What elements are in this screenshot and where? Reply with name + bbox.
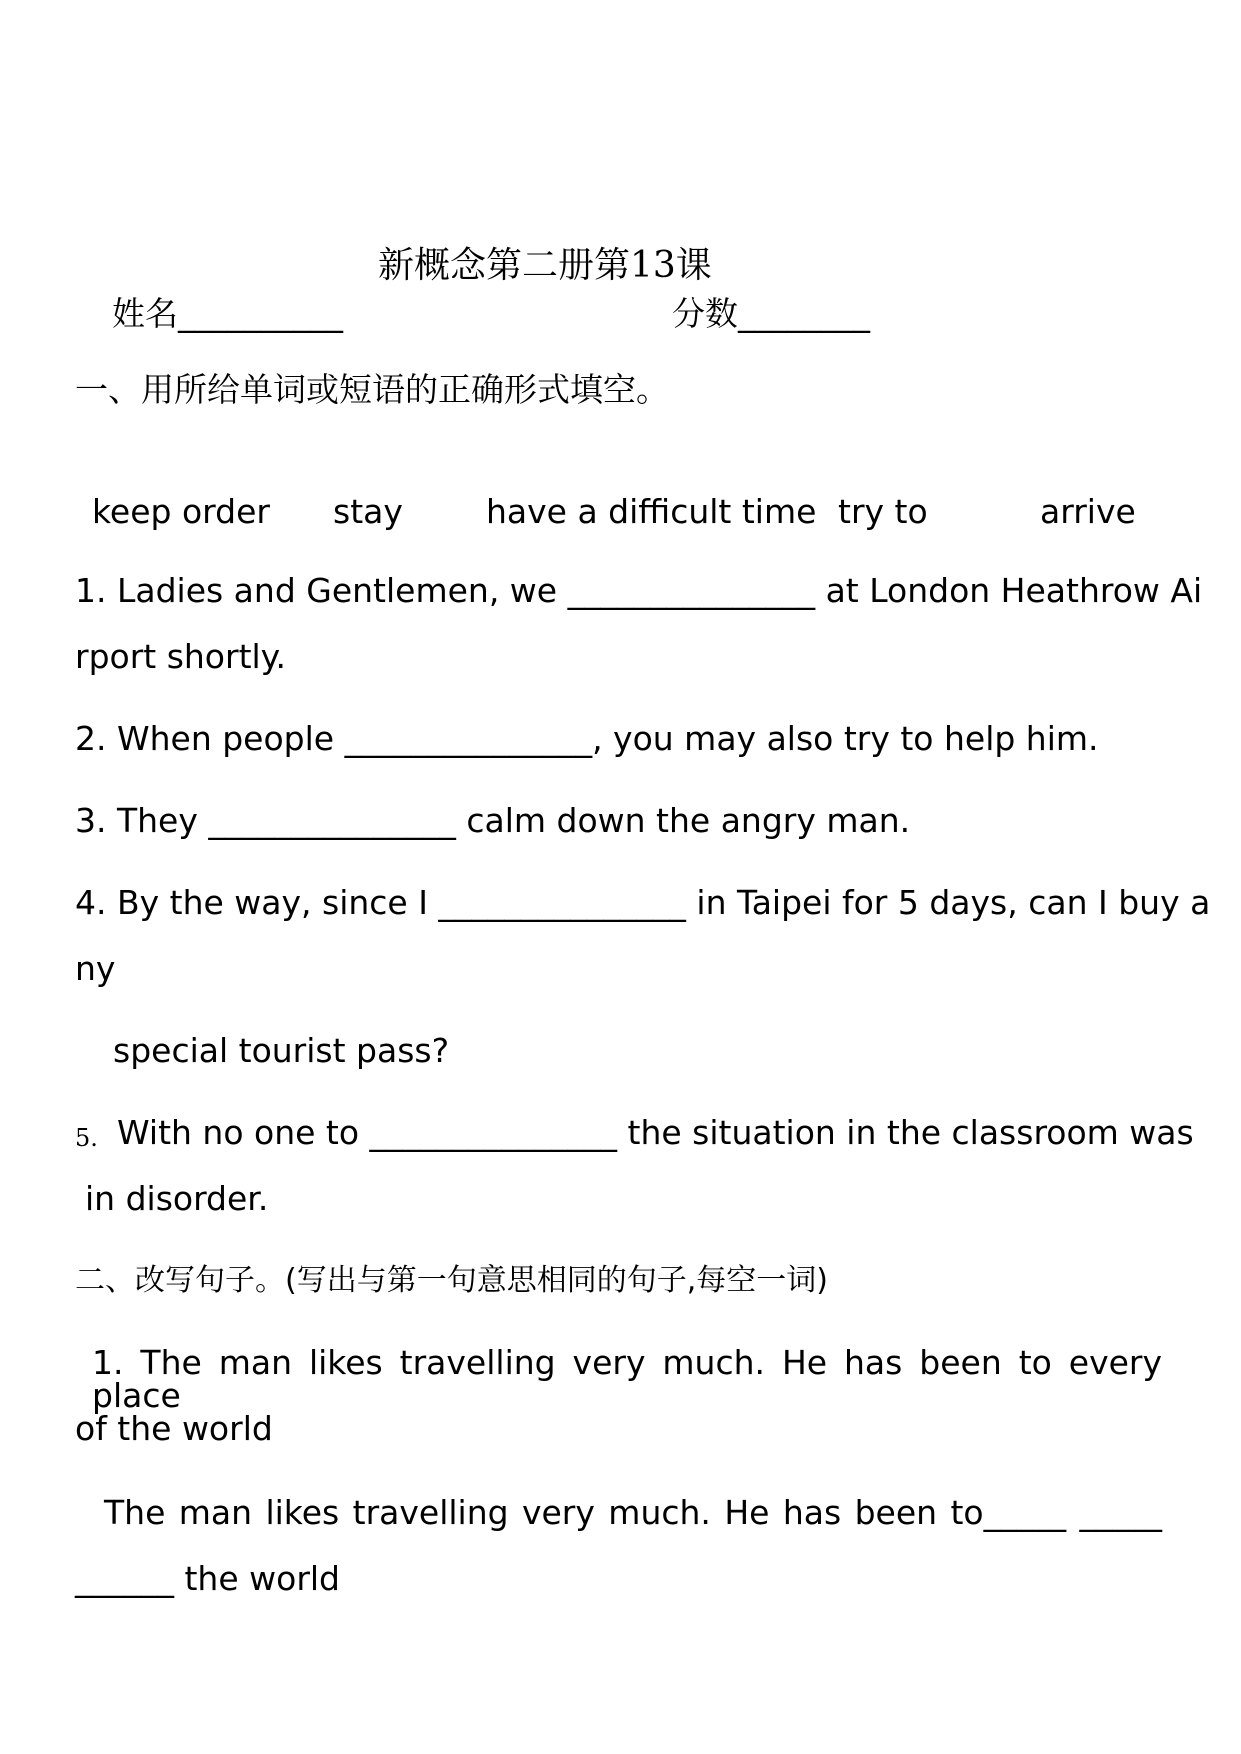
word-bank-item: try to [838,492,928,531]
question-1-line-1: 1. Ladies and Gentlemen, we _______________ at London Heathrow Ai [75,571,1203,610]
score-field: 分数________ [672,294,870,333]
question-3: 3. They _______________ calm down the angry man. [75,801,911,840]
question-4-line-3: special tourist pass? [113,1031,450,1070]
word-bank-item: arrive [1040,492,1136,531]
word-bank-item: have a difficult time [486,492,817,531]
question-2: 2. When people _______________, you may also try to help him. [75,719,1099,758]
rewrite-1-line-2: of the world [75,1409,273,1448]
question-5-line-1: With no one to _______________ the situation in the classroom was [117,1113,1194,1152]
name-field: 姓名__________ [112,294,343,333]
answer-1-line-2: ______ the world [75,1559,340,1598]
section1-heading: 一、用所给单词或短语的正确形式填空。 [75,370,669,409]
question-5-number: 5. [75,1124,98,1152]
word-bank-item: stay [333,492,403,531]
question-5-line-2: in disorder. [85,1179,269,1218]
section2-heading: 二、改写句子。(写出与第一句意思相同的句子,每空一词) [75,1263,828,1298]
question-4-line-1: 4. By the way, since I _______________ in Taipei for 5 days, can I buy a [75,883,1211,922]
word-bank-item: keep order [92,492,270,531]
question-1-line-2: rport shortly. [75,637,286,676]
answer-1-line-1: The man likes travelling very much. He has been to_____ _____ [104,1493,1162,1532]
question-4-line-2: ny [75,949,116,988]
rewrite-1-line-1: 1. The man likes travelling very much. He has been to every place [92,1343,1162,1415]
page-title: 新概念第二册第13课 [378,245,712,286]
